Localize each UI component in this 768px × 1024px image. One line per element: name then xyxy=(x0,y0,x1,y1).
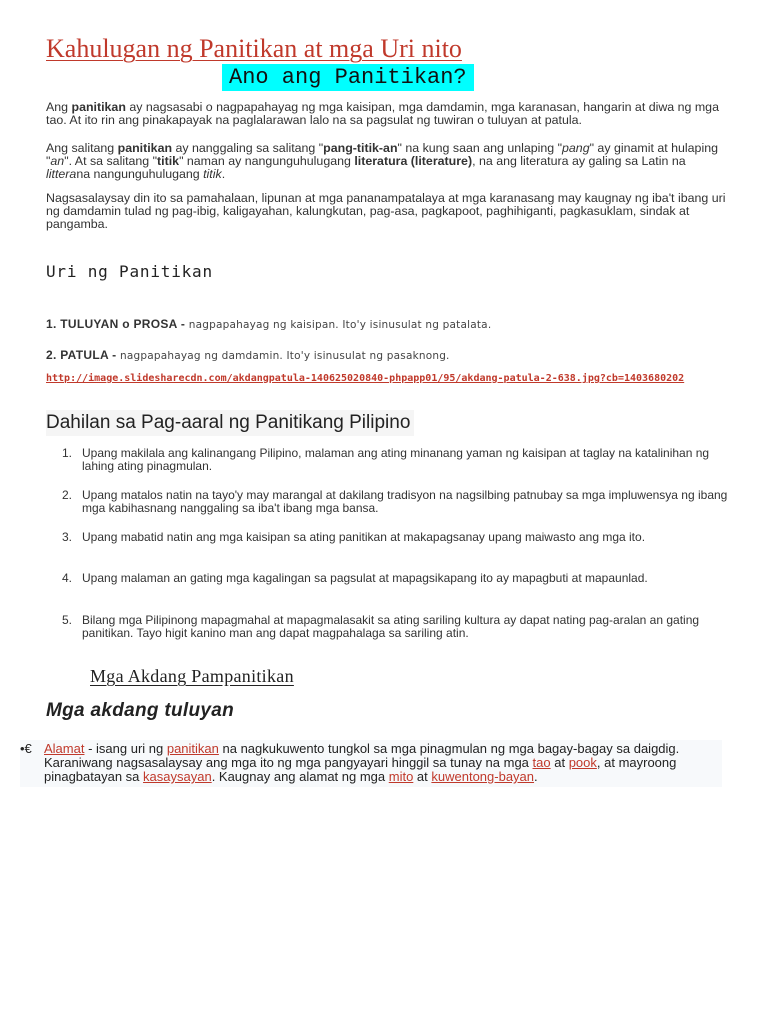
link-panitikan[interactable]: panitikan xyxy=(166,741,219,756)
link-tao[interactable]: tao xyxy=(532,755,551,770)
tuluyan-heading: Mga akdang tuluyan xyxy=(46,700,235,721)
list-item xyxy=(62,447,732,473)
link-pook[interactable]: pook xyxy=(568,755,597,770)
list-item xyxy=(62,531,732,544)
text-run: na nangunguhulugang xyxy=(76,167,204,181)
uri-item-label: 2. PATULA - xyxy=(46,348,121,362)
text-run: - isang uri ng xyxy=(84,741,167,756)
link-kasaysayan[interactable]: kasaysayan xyxy=(143,769,212,784)
italic-term: an xyxy=(50,154,65,168)
text-run: ". At sa salitang " xyxy=(64,154,158,168)
uri-item-desc: nagpapahayag ng damdamin. Ito'y isinusulat ng pasaknong. xyxy=(120,350,450,362)
bold-term: panitikan xyxy=(71,100,126,114)
dahilan-heading: Dahilan sa Pag-aaral ng Panitikang Pilipino xyxy=(46,410,414,436)
uri-item-tuluyan xyxy=(46,317,491,331)
text-run: , at mayroong pinagbatayan sa xyxy=(44,755,677,784)
bold-term: titik xyxy=(157,154,180,168)
text-run: . xyxy=(221,167,226,181)
list-number: 5. xyxy=(62,613,73,627)
text-run: at xyxy=(413,769,432,784)
text-run: ay nanggaling sa salitang " xyxy=(172,141,324,155)
alamat-text xyxy=(20,742,722,784)
intro-paragraph-3: Nagsasalaysay din ito sa pamahalaan, lipunan at mga pananampatalaya at mga karanasang may kaugnay ng iba't ibang uri ng damdamin tulad ng pag-ibig, kaligayahan, kalungkutan, pag-asa, pagkapoot, paghihiganti, pagkasuklam, sindak at pangamba. xyxy=(46,191,726,231)
list-number: 2. xyxy=(62,488,73,502)
bold-term: pang-titik-an xyxy=(323,141,398,155)
text-run: na nagkukuwento tungkol sa mga pinagmulan ng mga bagay-bagay sa daigdig. Karaniwang nagsasalaysay ang mga ito ng mga pangyayari hinggil sa tunay na mga xyxy=(44,741,680,770)
list-number: 1. xyxy=(62,446,73,460)
alamat-entry xyxy=(20,740,722,787)
text-run: . xyxy=(534,769,538,784)
uri-item-label: 1. TULUYAN o PROSA - xyxy=(46,317,189,331)
uri-item-desc: nagpapahayag ng kaisipan. Ito'y isinusulat ng patalata. xyxy=(188,319,492,331)
bullet-icon: •€ xyxy=(20,741,32,756)
text-run: " na kung saan ang unlaping " xyxy=(397,141,563,155)
list-number: 4. xyxy=(62,571,73,585)
list-text: Bilang mga Pilipinong mapagmahal at mapagmalasakit sa ating sariling kultura ay dapat nating pag-aralan an gating panitikan. Tayo higit kanino man ang dapat magpahalaga sa sariling atin. xyxy=(82,613,700,640)
text-run: , na ang literatura ay galing sa Latin na xyxy=(472,154,686,168)
text-run: . Kaugnay ang alamat ng mga xyxy=(211,769,389,784)
page-subtitle: Ano ang Panitikan? xyxy=(222,64,474,91)
text-run: " naman ay nangunguhulugang xyxy=(179,154,355,168)
bold-term: panitikan xyxy=(117,141,173,155)
list-text: Upang makilala ang kalinangang Pilipino, malaman ang ating minanang yaman ng kaisipan at taglay na katalinihan ng lahing ating pinagmulan. xyxy=(82,446,710,473)
text-run: at xyxy=(550,755,569,770)
link-mito[interactable]: mito xyxy=(388,769,414,784)
text-run: " ay ginamit at hulaping " xyxy=(46,141,718,168)
list-item xyxy=(62,614,732,640)
text-run: Ang salitang xyxy=(46,141,118,155)
italic-term: littera xyxy=(46,167,77,181)
list-text: Upang matalos natin na tayo'y may marangal at dakilang tradisyon na nagsilbing patnubay sa mga impluwensya ng ibang mga kabihasnang nanggaling sa iba't ibang mga bansa. xyxy=(82,488,728,515)
link-kuwentong-bayan[interactable]: kuwentong-bayan xyxy=(431,769,535,784)
italic-term: titik xyxy=(203,167,222,181)
uri-heading: Uri ng Panitikan xyxy=(46,262,213,281)
list-item xyxy=(62,572,732,585)
link-alamat[interactable]: Alamat xyxy=(44,741,85,756)
bold-term: literatura (literature) xyxy=(354,154,473,168)
uri-item-patula xyxy=(46,348,450,362)
list-text: Upang malaman an gating mga kagalingan sa pagsulat at mapagsikapang ito ay mapagbuti at mapaunlad. xyxy=(82,571,648,585)
image-link[interactable]: http://image.slidesharecdn.com/akdangpatula-140625020840-phpapp01/95/akdang-patula-2-638.jpg?cb=1403680202 xyxy=(46,373,685,384)
text-run: ay nagsasabi o nagpapahayag ng mga kaisipan, mga damdamin, mga karanasan, hangarin at diwa ng mga tao. At ito rin ang pinakapayak na paglalarawan lalo na sa pagsulat ng tuwiran o tuluyan at patula. xyxy=(46,100,719,127)
akda-heading: Mga Akdang Pampanitikan xyxy=(90,666,294,686)
italic-term: pang xyxy=(562,141,590,155)
list-text: Upang mabatid natin ang mga kaisipan sa ating panitikan at makapagsanay upang maiwasto ang mga ito. xyxy=(82,530,646,544)
intro-paragraph-1 xyxy=(46,101,726,127)
page-title: Kahulugan ng Panitikan at mga Uri nito xyxy=(46,34,462,63)
list-number: 3. xyxy=(62,530,73,544)
intro-paragraph-2 xyxy=(46,142,726,181)
text-run: Ang xyxy=(46,100,72,114)
list-item xyxy=(62,489,732,515)
